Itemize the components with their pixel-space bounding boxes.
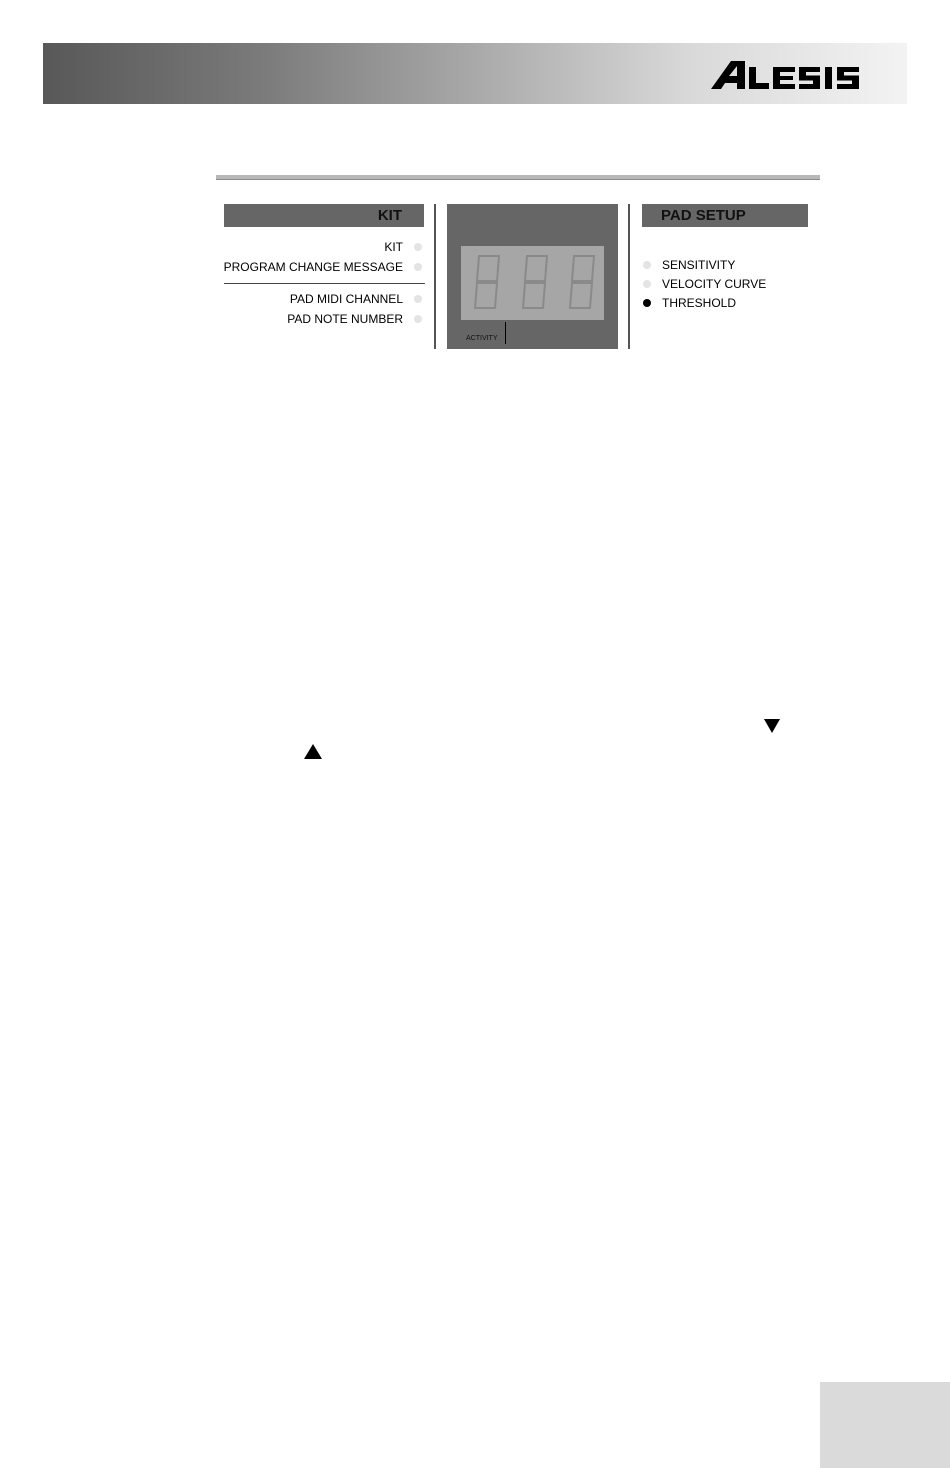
seven-segment-digits (461, 246, 604, 320)
threshold-label: THRESHOLD (662, 296, 737, 310)
kit-panel-title: KIT (224, 204, 424, 227)
pad-note-number-label: PAD NOTE NUMBER (287, 312, 403, 326)
pad-setup-panel-title: PAD SETUP (642, 204, 808, 227)
sensitivity-label: SENSITIVITY (662, 258, 736, 272)
kit-led (414, 243, 422, 251)
program-change-message-led (414, 263, 422, 271)
velocity-curve-led (643, 280, 651, 288)
activity-label: ACTIVITY (466, 335, 498, 342)
activity-indicator (505, 322, 506, 344)
kit-divider (224, 283, 425, 284)
header-bar (43, 43, 907, 104)
pad-note-number-led (414, 315, 422, 323)
pad-midi-channel-led (414, 295, 422, 303)
alesis-logo (709, 57, 885, 91)
threshold-led (643, 299, 651, 307)
pad-midi-channel-label: PAD MIDI CHANNEL (289, 292, 403, 306)
digit-1 (475, 256, 499, 308)
up-triangle-icon (304, 744, 322, 759)
sensitivity-led (643, 261, 651, 269)
digit-3 (570, 256, 594, 308)
panel-separator-right (628, 204, 630, 349)
page-tab (820, 1382, 950, 1468)
display-screen (461, 246, 604, 320)
digit-2 (523, 256, 547, 308)
kit-label: KIT (384, 240, 403, 254)
velocity-curve-label: VELOCITY CURVE (662, 277, 767, 291)
led-display (447, 204, 618, 349)
down-triangle-icon (764, 719, 780, 733)
panel-separator-left (434, 204, 436, 349)
section-rule (216, 175, 820, 180)
program-change-message-label: PROGRAM CHANGE MESSAGE (223, 260, 403, 274)
